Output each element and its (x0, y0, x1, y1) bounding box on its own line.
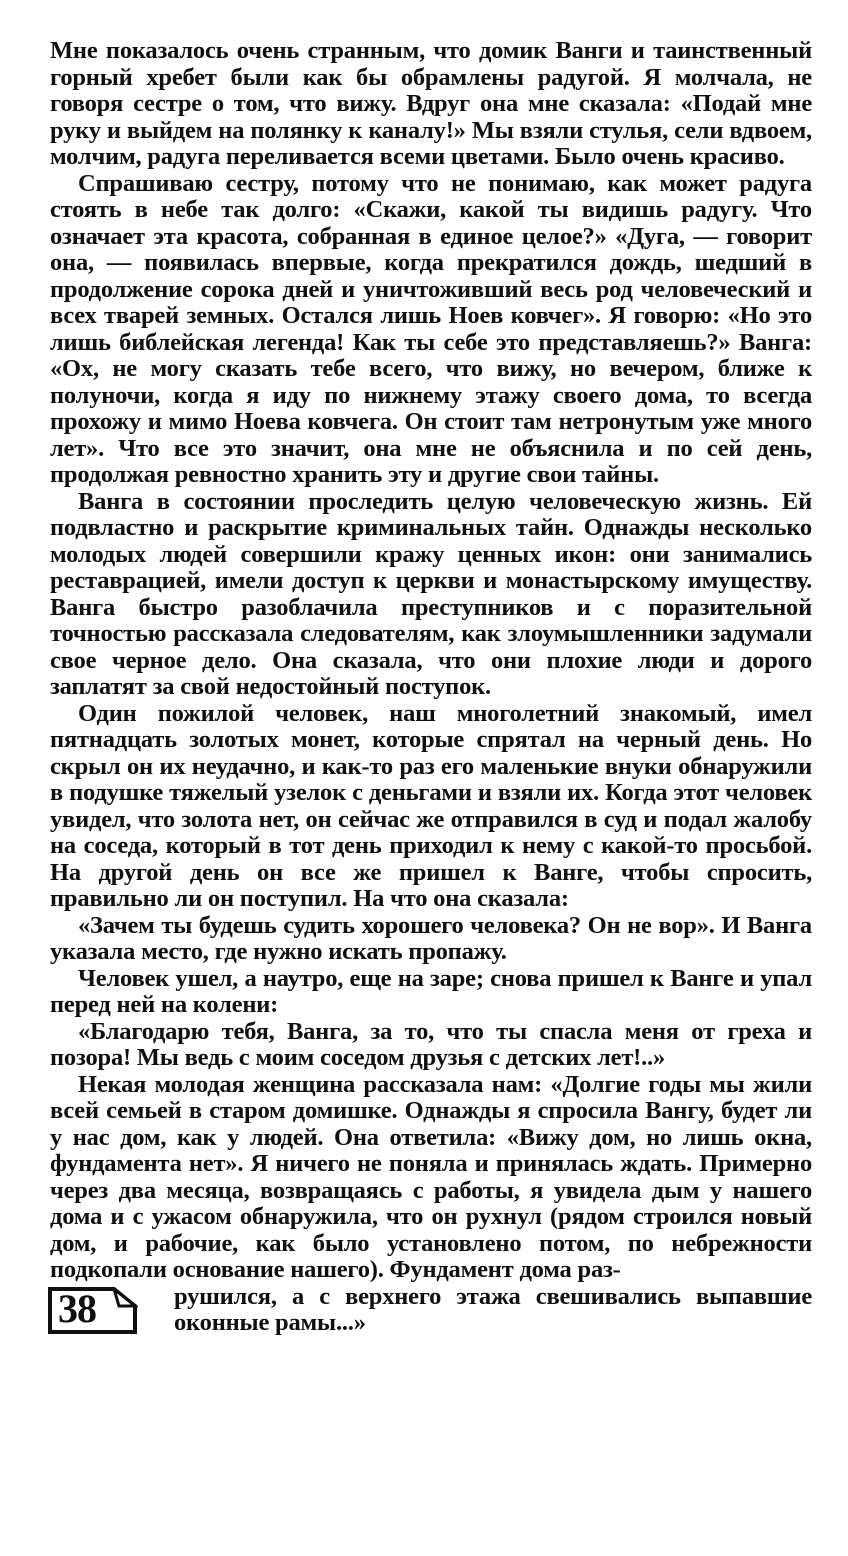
paragraph: «Зачем ты будешь судить хорошего человека? Он не вор». И Ванга указала место, где нужно искать пропажу. (50, 911, 812, 965)
paragraph: Мне показалось очень странным, что домик Ванги и таинственный горный хребет были как бы обрамлены радугой. Я молчала, не говоря сестре о том, что вижу. Вдруг она мне сказала: «Подай мне руку и выйдем на полянку к каналу!» Мы взяли стулья, сели вдвоем, молчим, радуга переливается всеми цветами. Было очень красиво. (50, 37, 812, 170)
paragraph: Спрашиваю сестру, потому что не понимаю, как может радуга стоять в небе так долго: «Скажи, какой ты видишь радугу. Что означает эта красота, собранная в единое целое?» «Дуга, — говорит она, — появилась впервые, когда прекратился дождь, шедший в продолжение сорока дней и уничтоживший весь род человеческий и всех тварей земных. Остался лишь Ноев ковчег». Я говорю: «Но это лишь библейская легенда! Как ты себе это представляешь?» Ванга: «Ох, не могу сказать тебе всего, что вижу, но вечером, ближе к полуночи, когда я иду по нижнему этажу своего дома, то всегда прохожу и мимо Ноева ковчега. Он стоит там нетронутым уже много лет». Что все это значит, она мне не объяснила и по сей день, продолжая ревностно хранить эту и другие свои тайны. (50, 169, 812, 488)
body-text (50, 38, 812, 1337)
closing-block (50, 1284, 812, 1337)
paragraph: Ванга в состоянии проследить целую человеческую жизнь. Ей подвластно и раскрытие криминальных тайн. Однажды несколько молодых людей совершили кражу ценных икон: они занимались реставрацией, имели доступ к церкви и монастырскому имуществу. Ванга быстро разоблачила преступников и с поразительной точностью рассказала следователям, как злоумышленники задумали свое черное дело. Она сказала, что они плохие люди и дорого заплатят за свой недостойный поступок. (50, 487, 812, 700)
paragraph: «Благодарю тебя, Ванга, за то, что ты спасла меня от греха и позора! Мы ведь с моим соседом друзья с детских лет!..» (50, 1017, 812, 1071)
paragraph: Некая молодая женщина рассказала нам: «Долгие годы мы жили всей семьей в старом домишке. Однажды я спросила Вангу, будет ли у нас дом, как у людей. Она ответила: «Вижу дом, но лишь окна, фундамента нет». Я ничего не поняла и принялась ждать. Примерно через два месяца, возвращаясь с работы, я увидела дым у нашего дома и с ужасом обнаружила, что он рухнул (рядом строился новый дом, и рабочие, как было установлено потом, по небрежности подкопали основание нашего). Фундамент дома раз- (50, 1070, 812, 1283)
paragraph: Один пожилой человек, наш многолетний знакомый, имел пятнадцать золотых монет, которые спрятал на черный день. Но скрыл он их неудачно, и как-то раз его маленькие внуки обнаружили в подушке тяжелый узелок с деньгами и взяли их. Когда этот человек увидел, что золота нет, он сейчас же отправился в суд и подал жалобу на соседа, который в тот день приходил к нему с какой-то просьбой. На другой день он все же пришел к Ванге, чтобы спросить, правильно ли он поступил. На что она сказала: (50, 699, 812, 912)
page-number-box (48, 1287, 138, 1334)
paragraph-continuation: рушился, а с верхнего этажа свешивались выпавшие оконные рамы...» (174, 1282, 812, 1336)
paragraph: Человек ушел, а наутро, еще на заре; снова пришел к Ванге и упал перед ней на колени: (50, 964, 812, 1018)
page-number: 38 (58, 1286, 96, 1332)
